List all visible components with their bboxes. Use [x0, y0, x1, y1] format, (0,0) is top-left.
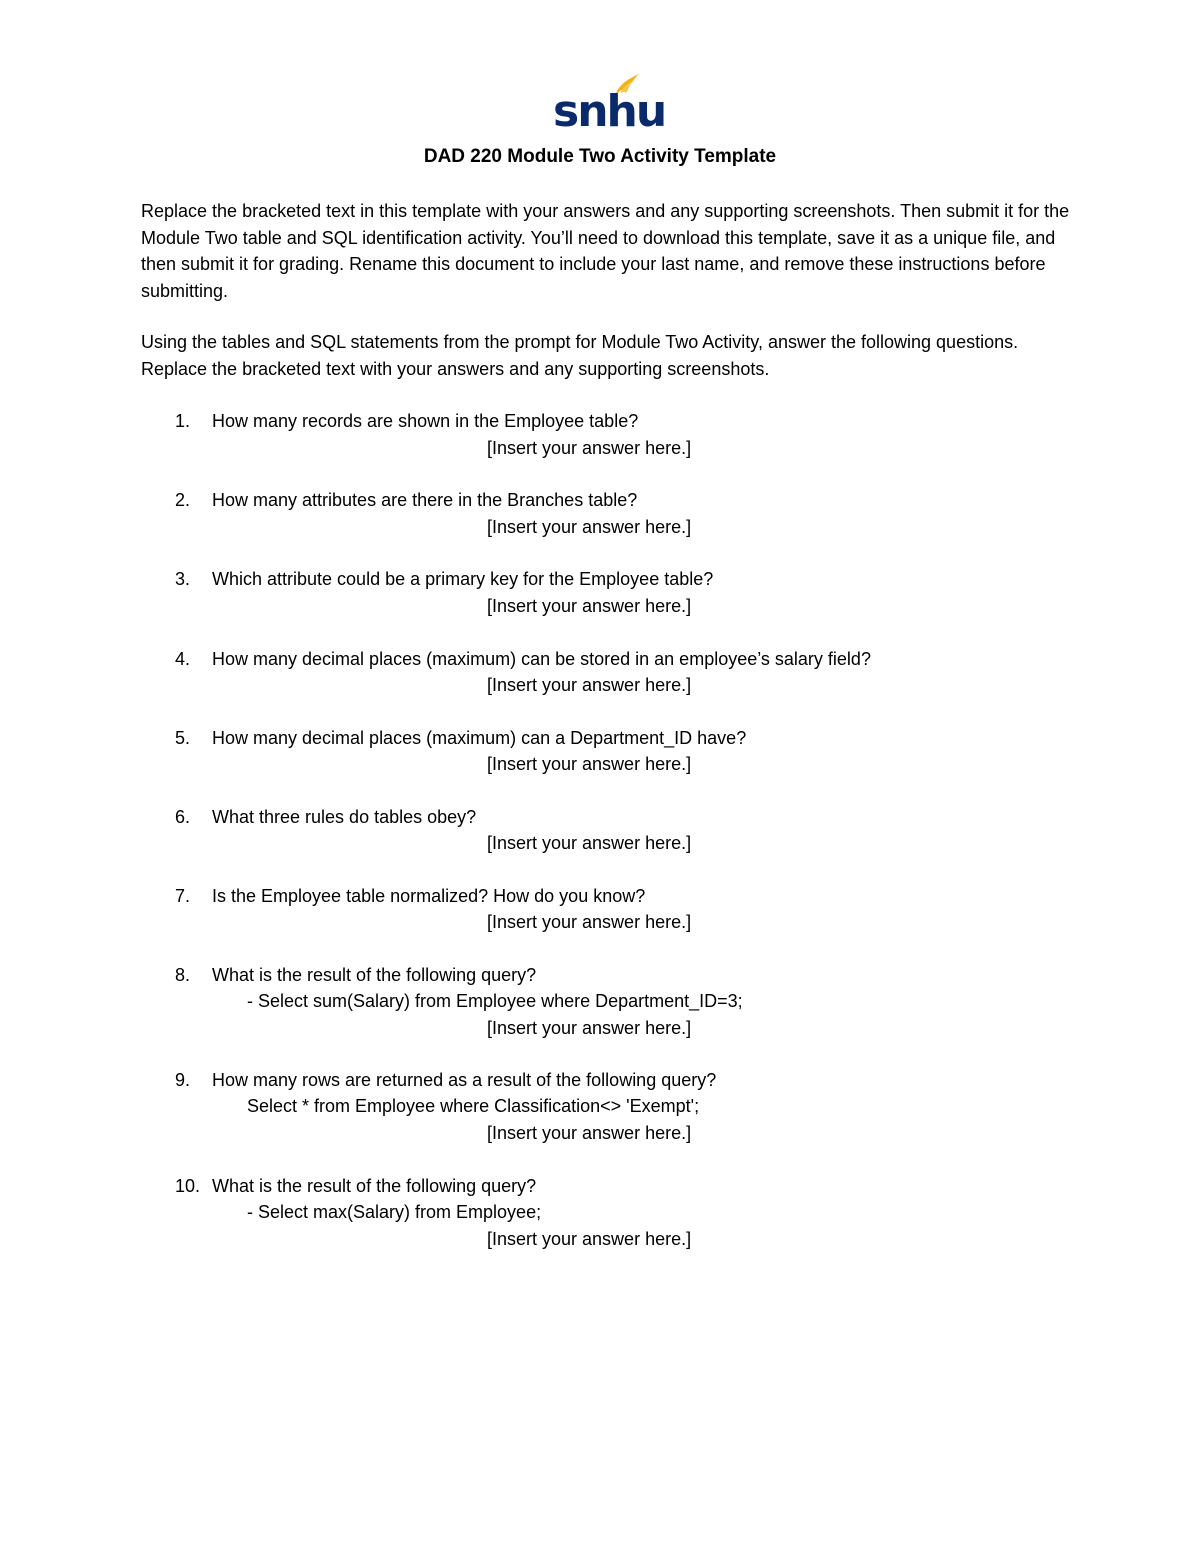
question-number: 7. [175, 886, 191, 906]
question-number: 2. [175, 490, 191, 510]
question-number: 5. [175, 728, 191, 748]
question-number: 9. [175, 1070, 191, 1090]
answer-placeholder: [Insert your answer here.] [487, 912, 692, 932]
answer-placeholder: [Insert your answer here.] [487, 675, 692, 695]
question-text: How many records are shown in the Employee table? [212, 411, 639, 431]
question-number: 10. [175, 1176, 201, 1196]
query-text: - Select sum(Salary) from Employee where Department_ID=3; [247, 991, 743, 1011]
answer-placeholder: [Insert your answer here.] [487, 438, 692, 458]
question-text: What three rules do tables obey? [212, 807, 477, 827]
instructions-paragraph [141, 198, 1071, 304]
question-number: 8. [175, 965, 191, 985]
snhu-logo [553, 72, 666, 137]
answer-placeholder: [Insert your answer here.] [487, 1229, 692, 1249]
answer-placeholder: [Insert your answer here.] [487, 517, 692, 537]
intro-text: Using the tables and SQL statements from the prompt for Module Two Activity, answer the following questions. Replace the bracketed text with your answers and any supporting screenshots. [141, 332, 1019, 379]
question-text: Which attribute could be a primary key for the Employee table? [212, 569, 714, 589]
question-number: 4. [175, 649, 191, 669]
answer-placeholder: [Insert your answer here.] [487, 833, 692, 853]
question-text: What is the result of the following query? [212, 965, 537, 985]
question-text: Is the Employee table normalized? How do you know? [212, 886, 646, 906]
question-text: How many decimal places (maximum) can a Department_ID have? [212, 728, 747, 748]
question-number: 1. [175, 411, 191, 431]
query-text: - Select max(Salary) from Employee; [247, 1202, 542, 1222]
question-text: How many attributes are there in the Branches table? [212, 490, 638, 510]
logo-wordmark: snhu [553, 86, 666, 137]
answer-placeholder: [Insert your answer here.] [487, 1018, 692, 1038]
answer-placeholder: [Insert your answer here.] [487, 596, 692, 616]
question-text: How many rows are returned as a result of the following query? [212, 1070, 717, 1090]
intro-paragraph [141, 329, 1071, 382]
instructions-text: Replace the bracketed text in this template with your answers and any supporting screenshots. Then submit it for the Module Two table and SQL identification activity. You’ll need to download this template, save it as a unique file, and then submit it for grading. Rename this document to include your last name, and remove these instructions before submitting. [141, 201, 1070, 301]
question-text: How many decimal places (maximum) can be stored in an employee’s salary field? [212, 649, 871, 669]
question-number: 6. [175, 807, 191, 827]
answer-placeholder: [Insert your answer here.] [487, 754, 692, 774]
page-title: DAD 220 Module Two Activity Template [423, 146, 777, 167]
answer-placeholder: [Insert your answer here.] [487, 1123, 692, 1143]
question-text: What is the result of the following query? [212, 1176, 537, 1196]
query-text: Select * from Employee where Classification<> 'Exempt'; [247, 1096, 700, 1116]
question-number: 3. [175, 569, 191, 589]
